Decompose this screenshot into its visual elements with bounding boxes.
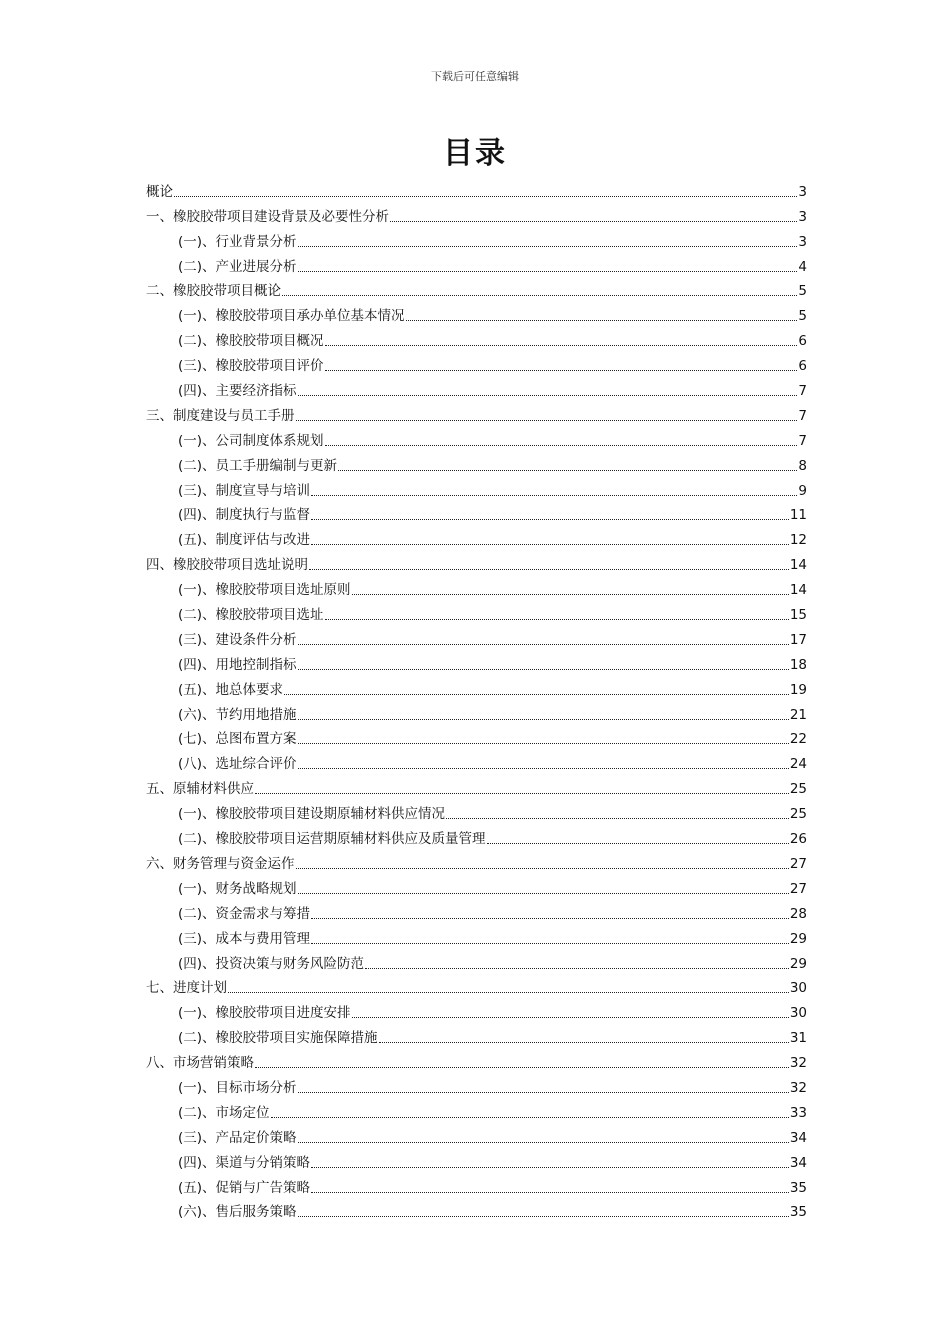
toc-dot-leader xyxy=(228,991,789,993)
toc-page-number: 35 xyxy=(789,1179,807,1196)
toc-entry[interactable] xyxy=(146,948,807,973)
toc-page-number: 26 xyxy=(789,831,807,848)
toc-page-number: 21 xyxy=(789,706,807,723)
toc-page-number: 35 xyxy=(789,1204,807,1221)
toc-dot-leader xyxy=(298,394,798,396)
toc-entry-label: (二)、产业进展分析 xyxy=(178,258,297,275)
toc-page-number: 3 xyxy=(798,183,807,200)
toc-entry-label: (一)、橡胶胶带项目进度安排 xyxy=(178,1005,351,1022)
toc-dot-leader xyxy=(296,419,798,421)
toc-entry[interactable] xyxy=(146,624,807,649)
toc-dot-leader xyxy=(325,444,798,446)
toc-page-number: 5 xyxy=(798,283,807,300)
toc-entry-label: 八、市场营销策略 xyxy=(146,1055,254,1072)
toc-entry[interactable] xyxy=(146,325,807,350)
toc-dot-leader xyxy=(298,767,789,769)
toc-entry[interactable] xyxy=(146,201,807,226)
toc-page-number: 34 xyxy=(789,1154,807,1171)
toc-entry[interactable] xyxy=(146,300,807,325)
toc-entry-label: (三)、成本与费用管理 xyxy=(178,930,311,947)
toc-entry-label: (三)、橡胶胶带项目评价 xyxy=(178,358,324,375)
toc-entry[interactable] xyxy=(146,276,807,301)
toc-page-number: 6 xyxy=(798,333,807,350)
toc-dot-leader xyxy=(352,593,789,595)
toc-page-number: 6 xyxy=(798,358,807,375)
toc-entry[interactable] xyxy=(146,450,807,475)
toc-dot-leader xyxy=(174,195,797,197)
toc-dot-leader xyxy=(390,220,797,222)
toc-dot-leader xyxy=(271,1116,789,1118)
toc-entry-label: 一、橡胶胶带项目建设背景及必要性分析 xyxy=(146,208,389,225)
toc-entry-label: (五)、促销与广告策略 xyxy=(178,1179,311,1196)
toc-entry-label: 四、橡胶胶带项目选址说明 xyxy=(146,557,308,574)
toc-entry[interactable] xyxy=(146,475,807,500)
toc-page-number: 27 xyxy=(789,880,807,897)
toc-page-number: 14 xyxy=(789,582,807,599)
toc-dot-leader xyxy=(298,742,789,744)
toc-entry-label: 概论 xyxy=(146,183,173,200)
toc-dot-leader xyxy=(298,892,789,894)
toc-page-number: 32 xyxy=(789,1079,807,1096)
toc-dot-leader xyxy=(365,967,789,969)
toc-entry-label: (二)、橡胶胶带项目实施保障措施 xyxy=(178,1030,378,1047)
toc-dot-leader xyxy=(298,1215,789,1217)
toc-entry-label: (一)、橡胶胶带项目选址原则 xyxy=(178,582,351,599)
toc-entry-label: (三)、建设条件分析 xyxy=(178,631,297,648)
header-note: 下载后可任意编辑 xyxy=(431,70,519,83)
toc-entry-label: (四)、制度执行与监督 xyxy=(178,507,311,524)
toc-entry[interactable] xyxy=(146,798,807,823)
toc-entry[interactable] xyxy=(146,973,807,998)
toc-entry[interactable] xyxy=(146,724,807,749)
toc-entry[interactable] xyxy=(146,649,807,674)
toc-dot-leader xyxy=(298,718,789,720)
toc-entry[interactable] xyxy=(146,873,807,898)
toc-dot-leader xyxy=(296,867,789,869)
page-title: 目录 xyxy=(443,136,507,171)
toc-page-number: 34 xyxy=(789,1129,807,1146)
toc-page-number: 17 xyxy=(789,631,807,648)
toc-entry-label: (六)、节约用地措施 xyxy=(178,706,297,723)
toc-dot-leader xyxy=(311,543,789,545)
toc-entry-label: (一)、橡胶胶带项目承办单位基本情况 xyxy=(178,308,405,325)
toc-dot-leader xyxy=(311,494,797,496)
toc-entry-label: (一)、目标市场分析 xyxy=(178,1079,297,1096)
toc-entry[interactable] xyxy=(146,226,807,251)
toc-dot-leader xyxy=(311,917,789,919)
toc-entry-label: 二、橡胶胶带项目概论 xyxy=(146,283,281,300)
toc-dot-leader xyxy=(311,942,789,944)
toc-entry-label: (一)、公司制度体系规划 xyxy=(178,432,324,449)
toc-entry-label: (二)、资金需求与筹措 xyxy=(178,905,311,922)
toc-entry[interactable] xyxy=(146,997,807,1022)
toc-page-number: 14 xyxy=(789,557,807,574)
toc-dot-leader xyxy=(487,842,789,844)
toc-entry[interactable] xyxy=(146,848,807,873)
toc-entry[interactable] xyxy=(146,748,807,773)
toc-page-number: 24 xyxy=(789,756,807,773)
toc-entry[interactable] xyxy=(146,1072,807,1097)
toc-entry-label: (二)、橡胶胶带项目选址 xyxy=(178,607,324,624)
toc-entry[interactable] xyxy=(146,699,807,724)
toc-entry-label: (二)、橡胶胶带项目运营期原辅材料供应及质量管理 xyxy=(178,831,486,848)
toc-entry-label: (七)、总图布置方案 xyxy=(178,731,297,748)
toc-page-number: 33 xyxy=(789,1104,807,1121)
toc-page-number: 9 xyxy=(798,482,807,499)
toc-page-number: 12 xyxy=(789,532,807,549)
toc-entry[interactable] xyxy=(146,1172,807,1197)
toc-dot-leader xyxy=(311,1191,789,1193)
toc-page-number: 32 xyxy=(789,1055,807,1072)
toc-page-number: 27 xyxy=(789,855,807,872)
toc-entry[interactable] xyxy=(146,1197,807,1222)
toc-entry[interactable] xyxy=(146,923,807,948)
toc-entry-label: (二)、橡胶胶带项目概况 xyxy=(178,333,324,350)
toc-page-number: 7 xyxy=(798,383,807,400)
toc-entry-label: (八)、选址综合评价 xyxy=(178,756,297,773)
toc-entry[interactable] xyxy=(146,773,807,798)
toc-entry-label: (一)、财务战略规划 xyxy=(178,880,297,897)
toc-entry-label: (一)、橡胶胶带项目建设期原辅材料供应情况 xyxy=(178,806,446,823)
toc-entry[interactable] xyxy=(146,823,807,848)
toc-page-number: 19 xyxy=(789,681,807,698)
toc-dot-leader xyxy=(338,469,797,471)
toc-page-number: 30 xyxy=(789,980,807,997)
toc-entry[interactable] xyxy=(146,350,807,375)
toc-entry-label: (二)、员工手册编制与更新 xyxy=(178,457,338,474)
toc-dot-leader xyxy=(284,693,789,695)
toc-dot-leader xyxy=(446,817,789,819)
toc-entry[interactable] xyxy=(146,524,807,549)
toc-dot-leader xyxy=(309,568,789,570)
toc-entry[interactable] xyxy=(146,898,807,923)
toc-entry[interactable] xyxy=(146,1097,807,1122)
table-of-contents xyxy=(146,176,807,1221)
toc-page-number: 11 xyxy=(789,507,807,524)
toc-page-number: 7 xyxy=(798,432,807,449)
toc-entry-label: (四)、投资决策与财务风险防范 xyxy=(178,955,365,972)
toc-dot-leader xyxy=(311,1166,789,1168)
toc-dot-leader xyxy=(298,643,789,645)
toc-dot-leader xyxy=(325,618,789,620)
toc-entry-label: (五)、地总体要求 xyxy=(178,681,284,698)
toc-page-number: 18 xyxy=(789,656,807,673)
toc-page-number: 15 xyxy=(789,607,807,624)
toc-dot-leader xyxy=(298,1141,789,1143)
toc-page-number: 4 xyxy=(798,258,807,275)
toc-entry[interactable] xyxy=(146,1122,807,1147)
toc-entry-label: 三、制度建设与员工手册 xyxy=(146,407,295,424)
toc-entry[interactable] xyxy=(146,674,807,699)
toc-entry-label: (四)、渠道与分销策略 xyxy=(178,1154,311,1171)
toc-entry-label: (五)、制度评估与改进 xyxy=(178,532,311,549)
toc-entry-label: (三)、制度宣导与培训 xyxy=(178,482,311,499)
toc-entry[interactable] xyxy=(146,1022,807,1047)
toc-entry-label: (四)、主要经济指标 xyxy=(178,383,297,400)
toc-dot-leader xyxy=(255,792,789,794)
toc-entry-label: (一)、行业背景分析 xyxy=(178,233,297,250)
toc-entry[interactable] xyxy=(146,400,807,425)
toc-page-number: 22 xyxy=(789,731,807,748)
toc-entry[interactable] xyxy=(146,549,807,574)
toc-entry-label: 六、财务管理与资金运作 xyxy=(146,855,295,872)
toc-dot-leader xyxy=(311,518,789,520)
toc-dot-leader xyxy=(325,344,798,346)
toc-dot-leader xyxy=(282,294,797,296)
toc-dot-leader xyxy=(298,668,789,670)
toc-page-number: 29 xyxy=(789,930,807,947)
toc-page-number: 30 xyxy=(789,1005,807,1022)
toc-entry-label: 五、原辅材料供应 xyxy=(146,781,254,798)
toc-entry-label: (六)、售后服务策略 xyxy=(178,1204,297,1221)
toc-entry[interactable] xyxy=(146,375,807,400)
toc-page-number: 5 xyxy=(798,308,807,325)
toc-entry[interactable] xyxy=(146,574,807,599)
toc-entry[interactable] xyxy=(146,1147,807,1172)
toc-page-number: 31 xyxy=(789,1030,807,1047)
toc-entry[interactable] xyxy=(146,1047,807,1072)
toc-entry[interactable] xyxy=(146,599,807,624)
toc-entry[interactable] xyxy=(146,500,807,525)
toc-entry[interactable] xyxy=(146,251,807,276)
toc-entry-label: (二)、市场定位 xyxy=(178,1104,270,1121)
toc-page-number: 3 xyxy=(798,233,807,250)
toc-entry-label: (四)、用地控制指标 xyxy=(178,656,297,673)
toc-entry-label: (三)、产品定价策略 xyxy=(178,1129,297,1146)
toc-dot-leader xyxy=(298,1091,789,1093)
toc-page-number: 3 xyxy=(798,208,807,225)
toc-dot-leader xyxy=(379,1041,789,1043)
toc-dot-leader xyxy=(325,369,798,371)
toc-page-number: 8 xyxy=(798,457,807,474)
toc-page-number: 28 xyxy=(789,905,807,922)
toc-page-number: 7 xyxy=(798,407,807,424)
toc-dot-leader xyxy=(298,270,798,272)
toc-page-number: 29 xyxy=(789,955,807,972)
toc-entry[interactable] xyxy=(146,176,807,201)
toc-entry-label: 七、进度计划 xyxy=(146,980,227,997)
toc-page-number: 25 xyxy=(789,806,807,823)
toc-entry[interactable] xyxy=(146,425,807,450)
toc-dot-leader xyxy=(406,319,798,321)
toc-page-number: 25 xyxy=(789,781,807,798)
toc-dot-leader xyxy=(352,1016,789,1018)
toc-dot-leader xyxy=(255,1066,789,1068)
toc-dot-leader xyxy=(298,245,798,247)
